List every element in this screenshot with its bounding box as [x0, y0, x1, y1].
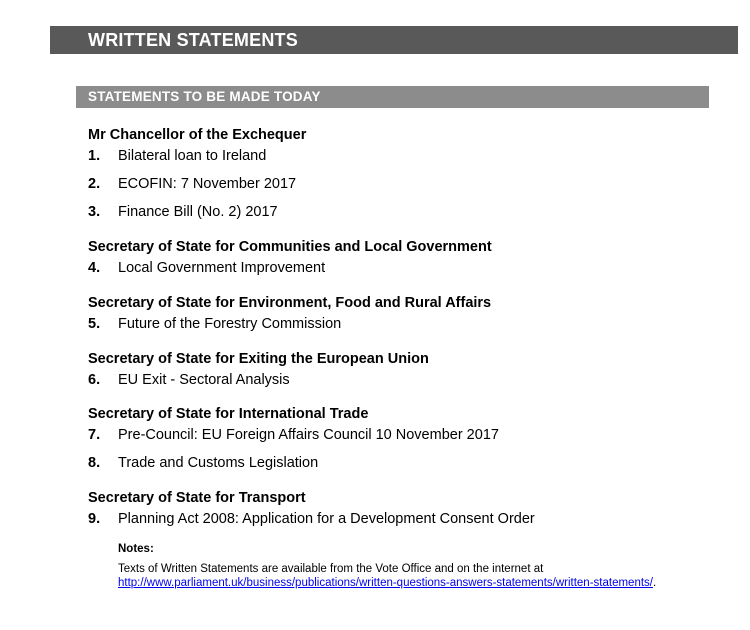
statement-number: 4.	[88, 260, 101, 276]
statement-number: 5.	[88, 316, 101, 332]
department-heading-exiting-eu: Secretary of State for Exiting the European Union	[88, 351, 429, 367]
statement-number: 7.	[88, 427, 101, 443]
statement-number: 8.	[88, 455, 101, 471]
department-heading-chancellor: Mr Chancellor of the Exchequer	[88, 127, 307, 143]
statement-number: 9.	[88, 511, 101, 527]
department-heading-communities: Secretary of State for Communities and Local Government	[88, 239, 492, 255]
statement-title: ECOFIN: 7 November 2017	[118, 176, 297, 192]
statement-title: Pre-Council: EU Foreign Affairs Council 10 November 2017	[118, 427, 499, 443]
statement-number: 3.	[88, 204, 101, 220]
notes-text: Texts of Written Statements are available from the Vote Office and on the internet at	[118, 563, 544, 575]
page-title: WRITTEN STATEMENTS	[50, 26, 738, 54]
statement-title: Trade and Customs Legislation	[118, 455, 319, 471]
statement-title: Future of the Forestry Commission	[118, 316, 342, 332]
statement-title: Finance Bill (No. 2) 2017	[118, 204, 278, 220]
statement-title: EU Exit - Sectoral Analysis	[118, 372, 290, 388]
notes-link-line	[118, 576, 656, 590]
statement-title: Local Government Improvement	[118, 260, 326, 276]
section-title: STATEMENTS TO BE MADE TODAY	[76, 86, 709, 108]
statement-number: 1.	[88, 148, 101, 164]
statement-number: 2.	[88, 176, 101, 192]
notes-label: Notes:	[118, 543, 154, 555]
statement-title: Bilateral loan to Ireland	[118, 148, 267, 164]
department-heading-international-trade: Secretary of State for International Trade	[88, 406, 369, 422]
notes-trailing-period: .	[652, 577, 657, 589]
department-heading-environment: Secretary of State for Environment, Food and Rural Affairs	[88, 295, 492, 311]
statement-number: 6.	[88, 372, 101, 388]
statement-title: Planning Act 2008: Application for a Development Consent Order	[118, 511, 535, 527]
written-statements-link[interactable]: http://www.parliament.uk/business/publications/written-questions-answers-statements/written-statements/	[118, 577, 653, 589]
department-heading-transport: Secretary of State for Transport	[88, 490, 306, 506]
